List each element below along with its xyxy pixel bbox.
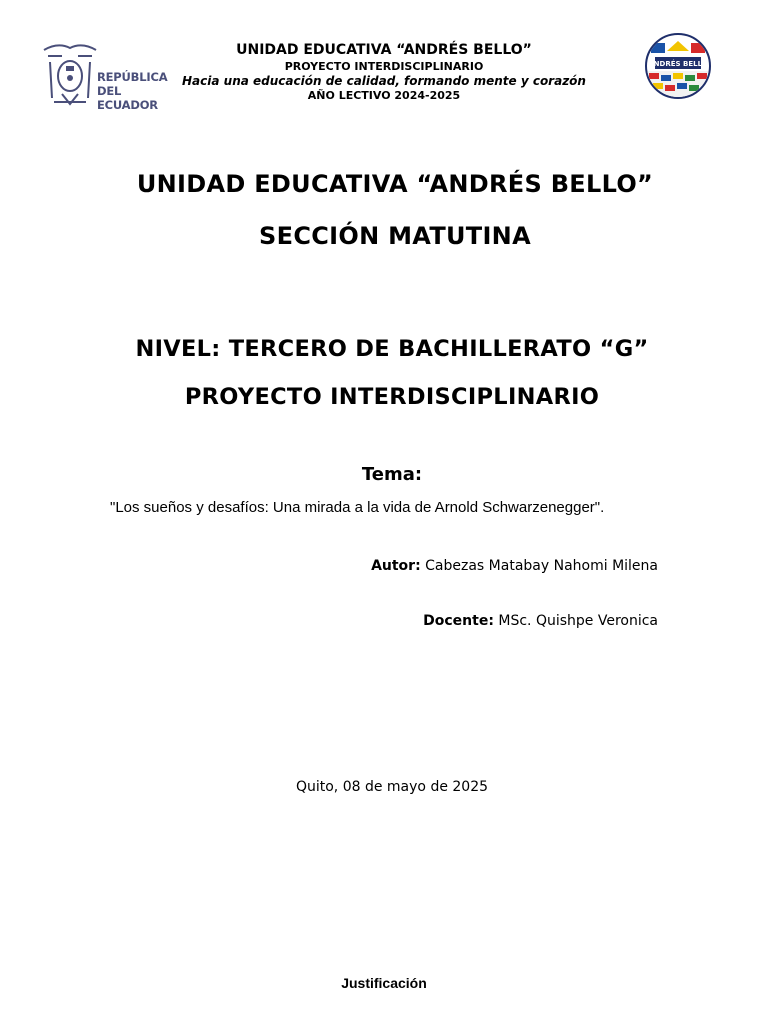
author-name: Cabezas Matabay Nahomi Milena	[425, 558, 658, 574]
ecuador-logo-line2: DEL ECUADOR	[97, 84, 158, 112]
topic-label: Tema:	[361, 464, 423, 485]
header-project-type: PROYECTO INTERDISCIPLINARIO	[284, 60, 484, 73]
header-school-year: AÑO LECTIVO 2024-2025	[307, 89, 461, 102]
teacher-label: Docente:	[423, 613, 494, 629]
header-school-name: UNIDAD EDUCATIVA “ANDRÉS BELLO”	[236, 42, 532, 58]
cover-level: NIVEL: TERCERO DE BACHILLERATO “G”	[135, 336, 649, 362]
cover-institution: UNIDAD EDUCATIVA “ANDRÉS BELLO”	[136, 170, 654, 198]
cover-project: PROYECTO INTERDISCIPLINARIO	[184, 384, 600, 410]
school-logo-text: ANDRÉS BELLO	[648, 60, 708, 68]
place-date: Quito, 08 de mayo de 2025	[295, 779, 489, 795]
topic-text: "Los sueños y desafíos: Una mirada a la vida de Arnold Schwarzenegger".	[110, 499, 605, 516]
ecuador-logo-line1: REPÚBLICA	[97, 70, 168, 84]
header-motto: Hacia una educación de calidad, formando mente y corazón	[182, 74, 586, 88]
justification-heading: Justificación	[341, 975, 427, 991]
teacher-name: MSc. Quishpe Veronica	[498, 613, 658, 629]
author-line	[371, 558, 658, 574]
teacher-line	[423, 613, 658, 629]
cover-section: SECCIÓN MATUTINA	[259, 222, 531, 250]
author-label: Autor:	[371, 558, 421, 574]
